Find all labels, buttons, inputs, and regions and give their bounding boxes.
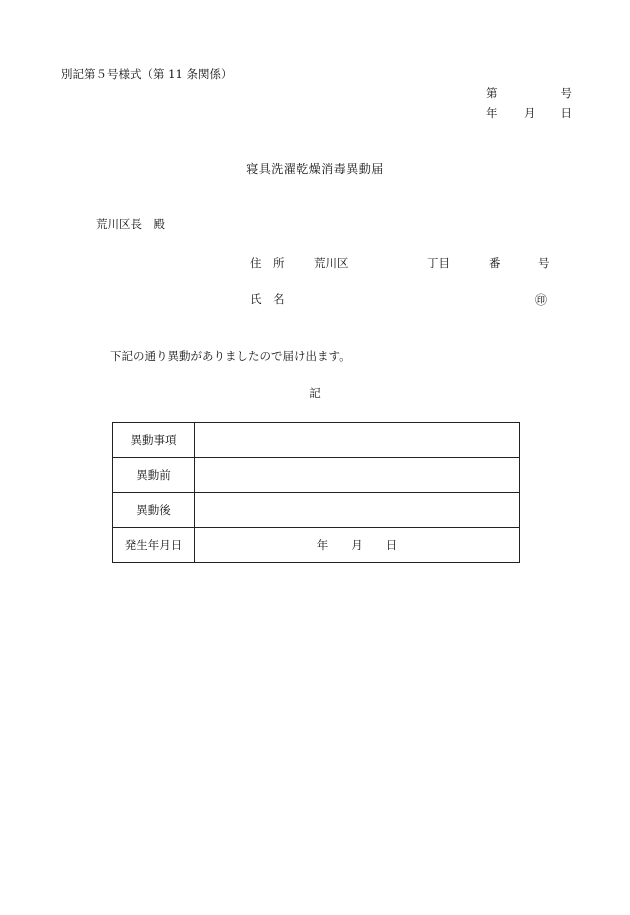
body-text: 下記の通り異動がありましたので届け出ます。 xyxy=(110,349,351,363)
number-suffix: 号 xyxy=(560,86,572,100)
address-go: 号 xyxy=(538,256,550,270)
row-value[interactable] xyxy=(195,493,520,528)
address-ward: 荒川区 xyxy=(314,256,349,270)
row-label: 異動後 xyxy=(113,493,195,528)
address-label: 住 所 xyxy=(250,256,285,270)
table-row xyxy=(113,458,520,493)
address-chome: 丁目 xyxy=(427,256,450,270)
record-table xyxy=(112,422,520,563)
date-day: 日 xyxy=(560,106,572,120)
table-row xyxy=(113,528,520,563)
name-label: 氏 名 xyxy=(250,292,285,306)
row-label: 発生年月日 xyxy=(113,528,195,563)
seal-mark: ㊞ xyxy=(535,293,548,307)
date-month: 月 xyxy=(524,106,536,120)
number-prefix: 第 xyxy=(486,86,498,100)
table-row xyxy=(113,423,520,458)
row-label: 異動事項 xyxy=(113,423,195,458)
occurrence-date[interactable]: 年 月 日 xyxy=(195,528,520,563)
row-label: 異動前 xyxy=(113,458,195,493)
table-row xyxy=(113,493,520,528)
row-value[interactable] xyxy=(195,458,520,493)
address-ban: 番 xyxy=(489,256,501,270)
date-year: 年 xyxy=(486,106,498,120)
addressee: 荒川区長 殿 xyxy=(96,217,165,231)
document-title: 寝具洗濯乾燥消毒異動届 xyxy=(246,162,384,176)
ki-marker: 記 xyxy=(309,386,321,400)
row-value[interactable] xyxy=(195,423,520,458)
form-code: 別記第５号様式（第 11 条関係） xyxy=(61,67,233,81)
